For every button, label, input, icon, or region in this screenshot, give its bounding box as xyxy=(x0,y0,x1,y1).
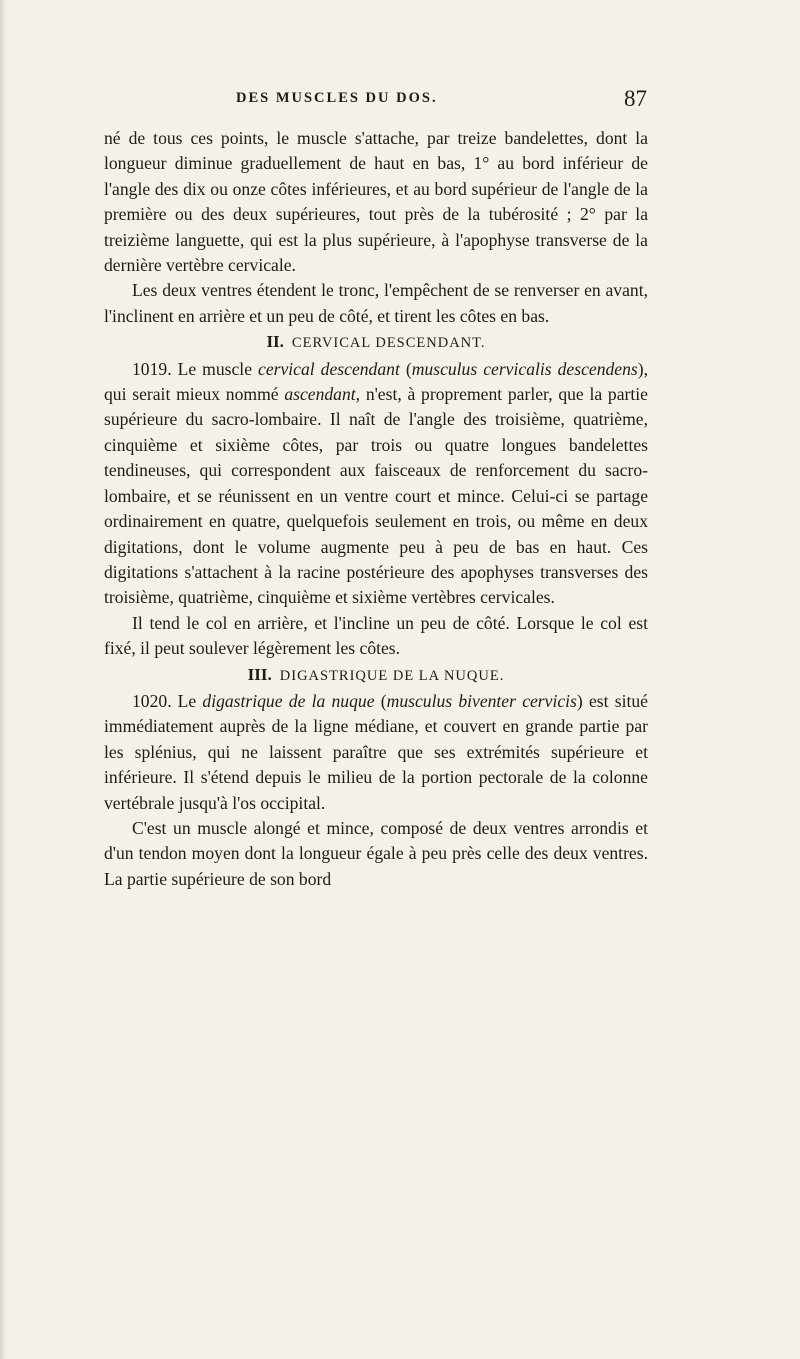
paren-close: ) xyxy=(576,690,583,711)
section-heading-digastric xyxy=(104,662,648,689)
section-number: III. xyxy=(247,664,272,684)
paren-open: ( xyxy=(374,690,387,711)
section-title: CERVICAL DESCENDANT. xyxy=(291,335,486,352)
section-title: DIGASTRIQUE DE LA NUQUE. xyxy=(279,667,505,684)
paragraph-description: C'est un muscle alongé et mince, composé de deux ventres arrondis et d'un tendon moyen dont la longueur égale à peu près celle des deux ventres. La partie supérieure de son bord xyxy=(104,817,648,889)
latin-name: musculus cervicalis descendens xyxy=(411,358,638,379)
muscle-name: digastrique de la nuque xyxy=(202,690,375,711)
paragraph-function: Il tend le col en arrière, et l'incline un peu de côté. Lorsque le col est fixé, il peut soulever légèrement les côtes. xyxy=(104,612,648,659)
latin-name: musculus biventer cervicis xyxy=(386,690,577,711)
article-number: 1019. xyxy=(132,358,172,379)
section-number: II. xyxy=(266,332,284,352)
paragraph-continuation: né de tous ces points, le muscle s'attache, par treize bandelettes, dont la longueur diminue graduellement de haut en bas, 1° au bord inférieur de l'angle des dix ou onze côtes inférieures, et au bord supérieur de l'angle de la première ou des deux supérieures, tout près de la tubérosité ; 2° par la treizième languette, qui est la plus supérieure, à l'apophyse transverse de la dernière vertèbre cervicale. xyxy=(104,128,648,276)
running-head xyxy=(0,86,800,116)
article-1020 xyxy=(104,689,648,816)
page-number: 87 xyxy=(624,86,647,111)
article-lead: Le xyxy=(177,690,203,711)
section-heading-cervical xyxy=(104,329,648,356)
article-lead: Le muscle xyxy=(177,358,259,379)
alt-name: ascendant xyxy=(284,384,356,405)
paragraph-action: Les deux ventres étendent le tronc, l'empêchent de se renverser en avant, l'inclinent en arrière et un peu de côté, et tirent les côtes en bas. xyxy=(104,280,648,326)
running-title: DES MUSCLES DU DOS. xyxy=(236,90,438,106)
body-text xyxy=(104,126,648,892)
paren-open: ( xyxy=(399,358,412,379)
article-text: , n'est, à proprement parler, que la partie supérieure du sacro-lombaire. Il naît de l'angle des troisième, quatrième, cinquième et sixième côtes, par trois ou quatre longues bandelettes tendineuses, qui correspondent aux faisceaux de renforcement du sacro-lombaire, et se réunissent en un ventre court et mince. Celui-ci se partage ordinairement en quatre, quelquefois seulement en trois, ou même en deux digitations, dont le volume augmente peu à peu de bas en haut. Ces digitations s'attachent à la racine postérieure des apophyses transverses des troisième, quatrième, cinquième et sixième vertèbres cervicales. xyxy=(104,384,648,608)
article-text: est situé immédiatement auprès de la ligne médiane, et couvert en grande partie par les splénius, qui ne laissent paraître que ses extrémités supérieure et inférieure. Il s'étend depuis le milieu de la portion pectorale de la colonne vertébrale jusqu'à l'os occipital. xyxy=(104,690,648,813)
page-edge-shadow xyxy=(0,0,6,1359)
paren-close: ), qui serait mieux nommé xyxy=(104,358,649,405)
muscle-name: cervical descendant xyxy=(258,358,400,379)
article-1019 xyxy=(104,357,648,611)
article-number: 1020. xyxy=(132,690,172,711)
